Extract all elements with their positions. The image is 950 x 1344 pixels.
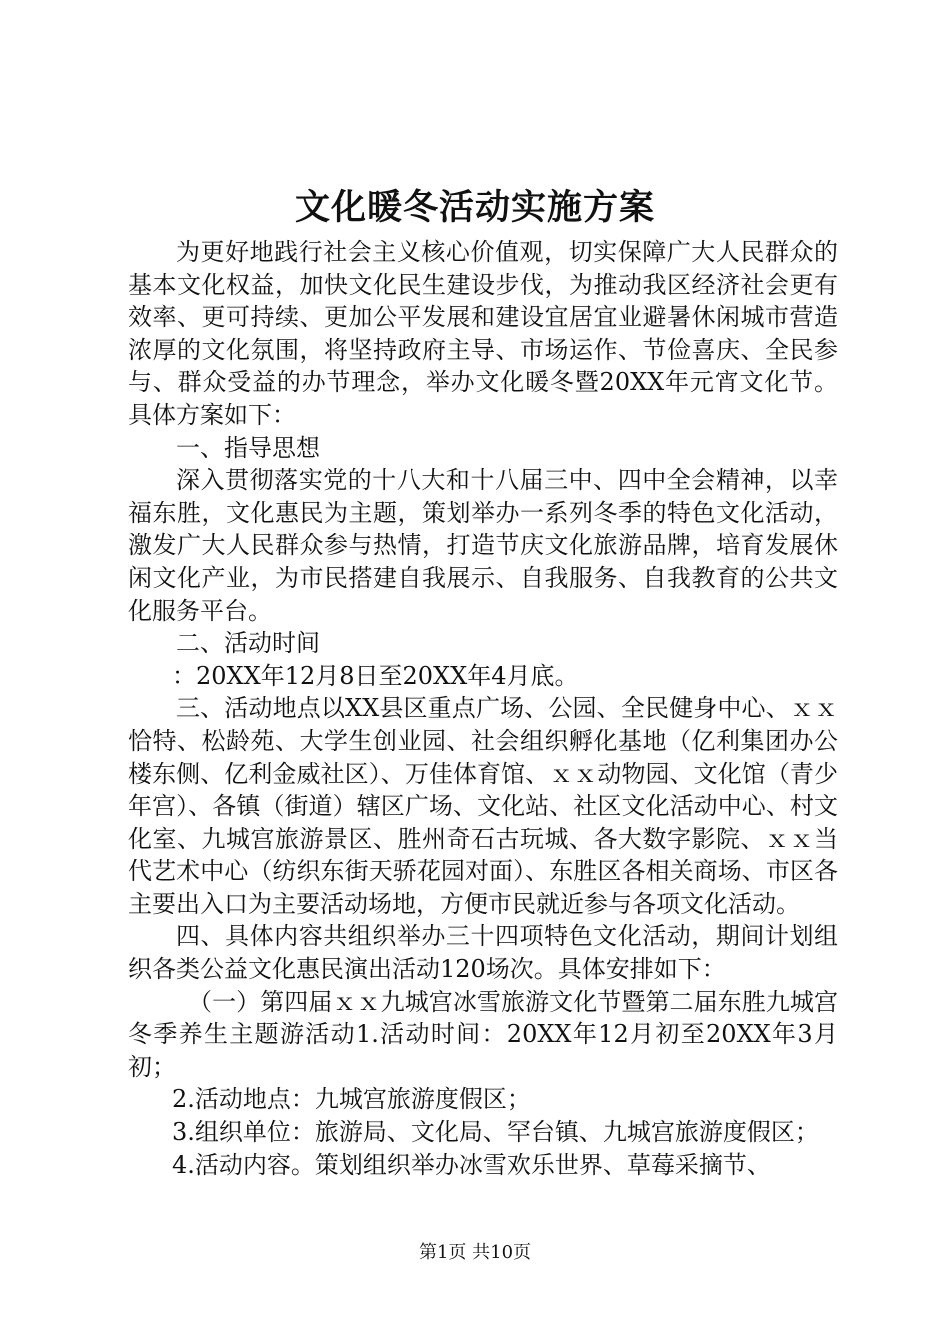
paragraph-guiding-ideology: 深入贯彻落实党的十八大和十八届三中、四中全会精神，以幸福东胜，文化惠民为主题，策划举办一系列冬季的特色文化活动，激发广大人民群众参与热情，打造节庆文化旅游品牌，培育发展休闲文化产业，为市民搭建自我展示、自我服务、自我教育的公共文化服务平台。	[128, 466, 838, 625]
paragraph-item-organizer: 3.组织单位：旅游局、文化局、罕台镇、九城宫旅游度假区；	[172, 1118, 819, 1147]
document-body	[128, 236, 838, 1181]
heading-guiding-ideology: 一、指导思想	[176, 433, 320, 462]
document-title: 文化暖冬活动实施方案	[294, 187, 655, 228]
paragraph-specific-content: 四、具体内容共组织举办三十四项特色文化活动，期间计划组织各类公益文化惠民演出活动120场次。具体安排如下：	[128, 922, 838, 984]
page-footer: 第1页 共10页	[418, 1242, 532, 1263]
paragraph-activity-time: ：20XX年12月8日至20XX年4月底。	[172, 661, 579, 690]
paragraph-intro: 为更好地践行社会主义核心价值观，切实保障广大人民群众的基本文化权益，加快文化民生建设步伐，为推动我区经济社会更有效率、更可持续、更加公平发展和建设宜居宜业避暑休闲城市营造浓厚的文化氛围，将坚持政府主导、市场运作、节俭喜庆、全民参与、群众受益的办节理念，举办文化暖冬暨20XX年元宵文化节。具体方案如下：	[128, 238, 838, 429]
paragraph-activity-location: 三、活动地点以XX县区重点广场、公园、全民健身中心、ｘｘ恰特、松龄苑、大学生创业园、社会组织孵化基地（亿利集团办公楼东侧、亿利金威社区）、万佳体育馆、ｘｘ动物园、文化馆（青少年宫）、各镇（街道）辖区广场、文化站、社区文化活动中心、村文化室、九城宫旅游景区、胜州奇石古玩城、各大数字影院、ｘｘ当代艺术中心（纺织东街天骄花园对面）、东胜区各相关商场、市区各主要出入口为主要活动场地，方便市民就近参与各项文化活动。	[128, 694, 838, 918]
paragraph-item-one: （一）第四届ｘｘ九城宫冰雪旅游文化节暨第二届东胜九城宫冬季养生主题游活动1.活动时间：20XX年12月初至20XX年3月初；	[128, 987, 838, 1081]
heading-activity-time: 二、活动时间	[176, 629, 320, 658]
paragraph-item-location: 2.活动地点：九城宫旅游度假区；	[172, 1085, 531, 1114]
paragraph-item-content: 4.活动内容。策划组织举办冰雪欢乐世界、草莓采摘节、	[172, 1150, 771, 1179]
